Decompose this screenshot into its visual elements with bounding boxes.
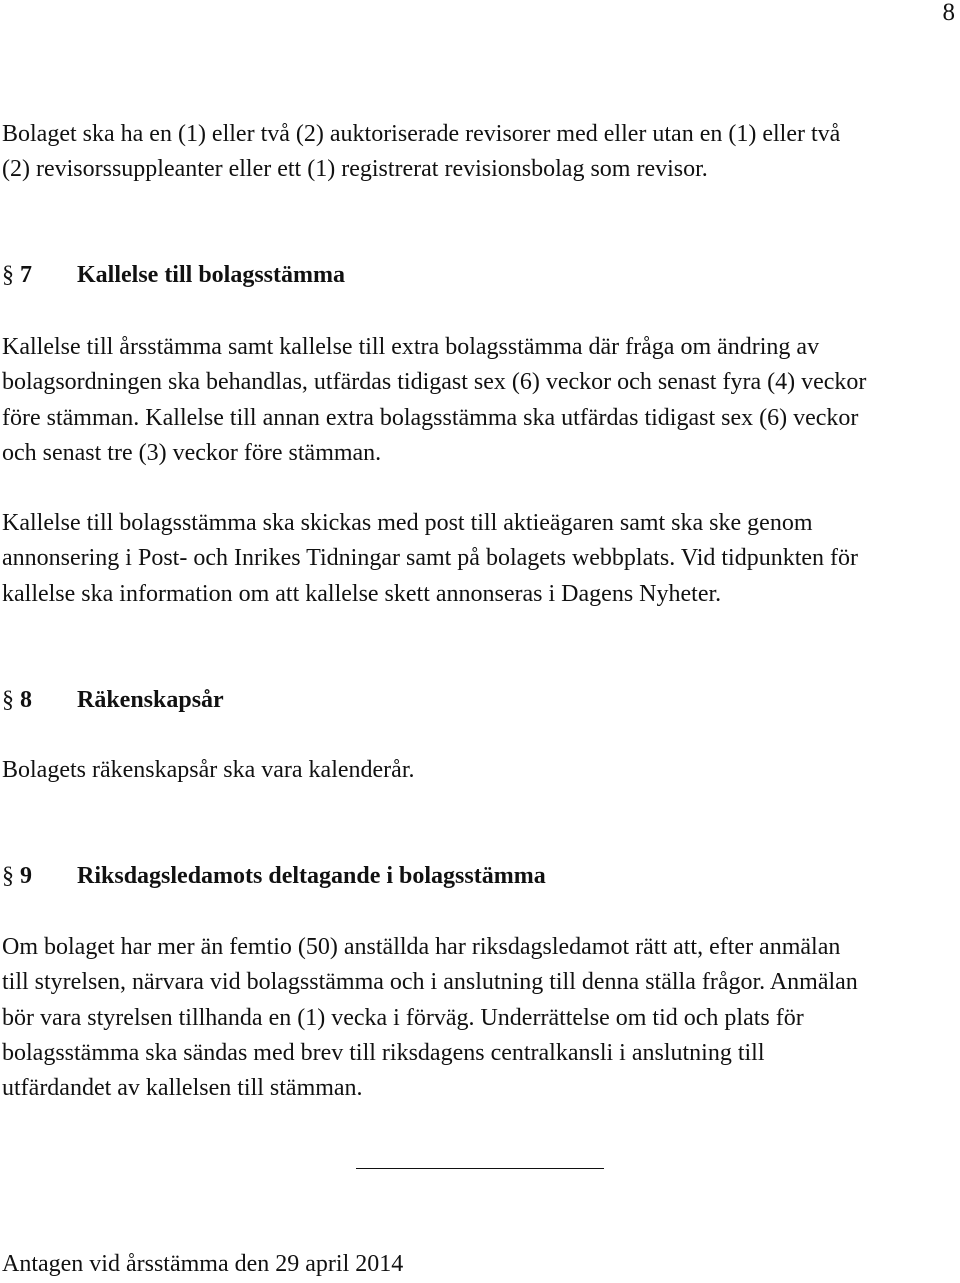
text-line: bolagsstämma ska sändas med brev till riksdagens centralkansli i anslutning till [2, 1039, 765, 1066]
section-title: Kallelse till bolagsstämma [77, 262, 345, 288]
text-line: Bolaget ska ha en (1) eller två (2) auktoriserade revisorer med eller utan en (1) eller två [2, 121, 841, 147]
text-line: (2) revisorssuppleanter eller ett (1) registrerat revisionsbolag som revisor. [2, 156, 708, 183]
text-line: före stämman. Kallelse till annan extra bolagsstämma ska utfärdas tidigast sex (6) veckor [2, 404, 859, 431]
intro-paragraph [2, 117, 952, 188]
section-symbol: § [2, 687, 14, 713]
text-line: Bolagets räkenskapsår ska vara kalenderår. [2, 757, 415, 783]
section-9-paragraph [2, 930, 952, 1106]
text-line: annonsering i Post- och Inrikes Tidningar samt på bolagets webbplats. Vid tidpunkten för [2, 545, 859, 572]
section-7-paragraph-1 [2, 330, 952, 471]
adoption-footer: Antagen vid årsstämma den 29 april 2014 [2, 1251, 404, 1277]
section-8-heading [2, 683, 224, 718]
section-symbol: § [2, 262, 14, 288]
text-line: utfärdandet av kallelsen till stämman. [2, 1075, 363, 1102]
text-line: bör vara styrelsen tillhanda en (1) vecka i förväg. Underrättelse om tid och plats för [2, 1004, 804, 1031]
section-symbol: § [2, 863, 14, 889]
signature-divider [356, 1168, 604, 1169]
section-number: 9 [20, 863, 32, 889]
text-line: till styrelsen, närvara vid bolagsstämma och i anslutning till denna ställa frågor. Anmälan [2, 969, 858, 996]
text-line: kallelse ska information om att kallelse skett annonseras i Dagens Nyheter. [2, 580, 722, 607]
section-7-heading [2, 258, 345, 293]
section-title: Räkenskapsår [77, 687, 224, 713]
text-line: bolagsordningen ska behandlas, utfärdas tidigast sex (6) veckor och senast fyra (4) veckor [2, 369, 867, 396]
text-line: Kallelse till bolagsstämma ska skickas med post till aktieägaren samt ska ske genom [2, 510, 813, 536]
text-line: Om bolaget har mer än femtio (50) anställda har riksdagsledamot rätt att, efter anmälan [2, 934, 841, 960]
section-number: 8 [20, 687, 32, 713]
text-line: Kallelse till årsstämma samt kallelse till extra bolagsstämma där fråga om ändring av [2, 334, 820, 360]
section-title: Riksdagsledamots deltagande i bolagsstämma [77, 863, 546, 889]
text-line: och senast tre (3) veckor före stämman. [2, 439, 382, 466]
section-8-paragraph [2, 753, 952, 788]
page-number: 8 [942, 0, 955, 26]
section-9-heading [2, 859, 546, 894]
section-number: 7 [20, 262, 32, 288]
section-7-paragraph-2 [2, 506, 952, 612]
